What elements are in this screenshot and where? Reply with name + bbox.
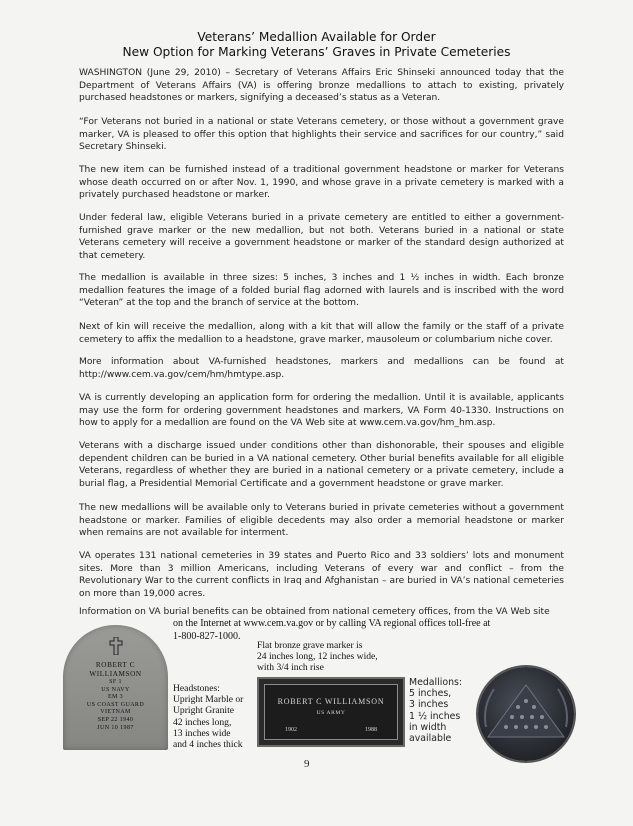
paragraph-4: Under federal law, eligible Veterans buried in a private cemetery are entitled to either a government-furnished grave marker or the new medallion, but not both. Veterans buried in a national or state Veterans cemetery will receive a government headstone or marker of the standard design authorized at that cemetery. [79, 213, 564, 261]
headstone-name-line2: WILLIAMSON [89, 670, 142, 678]
document-title: Veterans’ Medallion Available for Order [197, 30, 436, 44]
paragraph-3: The new item can be furnished instead of a traditional government headstone or marker for Veterans whose death occurred on or after Nov. 1, 1990, and whose grave in a private cemetery is marked with a privately purchased headstone or marker. [79, 165, 564, 201]
medallions-caption-line: in width [409, 721, 447, 733]
paragraph-11: VA operates 131 national cemeteries in 39 states and Puerto Rico and 33 soldiers’ lots and monument sites. More than 3 million Americans, including Veterans of every war and conflict – from the Revolutionary War to the current conflicts in Iraq and Afghanistan – are buried in VA’s national cemeteries on more than 19,000 acres. [79, 551, 564, 599]
headstones-caption-line: 42 inches long, [173, 716, 232, 728]
plaque-death-year: 1988 [365, 727, 377, 733]
closing-line-1: Information on VA burial benefits can be obtained from national cemetery offices, from the VA Web site [79, 607, 550, 617]
medallions-caption-line: 3 inches [409, 699, 449, 711]
plaque-name: ROBERT C WILLIAMSON [277, 697, 385, 706]
paragraph-2: “For Veterans not buried in a national or state Veterans cemetery, or those without a government grave marker, VA is pleased to offer this option that highlights their service and sacrifices for our country,” said Secretary Shinseki. [79, 117, 564, 153]
plaque-branch: US ARMY [316, 710, 346, 716]
medallions-caption [409, 677, 462, 744]
headstone-name-line1: ROBERT C [95, 661, 136, 669]
plaque-birth-year: 1902 [285, 727, 297, 733]
flat-marker-image [257, 677, 405, 747]
headstone-war: VIETNAM [100, 709, 131, 716]
cross-icon [109, 637, 123, 655]
headstone-rank-cg: EM 3 [107, 694, 124, 701]
closing-line-3: 1-800-827-1000. [173, 631, 241, 642]
headstones-caption-line: and 4 inches thick [173, 739, 243, 751]
headstones-caption [173, 683, 243, 750]
folded-flag-icon [478, 667, 574, 761]
medallions-caption-line: available [409, 733, 452, 745]
headstone-branch-cg: US COAST GUARD [86, 701, 145, 708]
flat-marker-caption-line: Flat bronze grave marker is [257, 640, 363, 651]
medallion-image [478, 667, 574, 761]
document-subtitle: New Option for Marking Veterans’ Graves in Private Cemeteries [122, 45, 511, 59]
flat-marker-caption-line: 24 inches long, 12 inches wide, [257, 651, 378, 663]
headstones-caption-line: Upright Marble or [173, 694, 244, 706]
headstone-image [63, 625, 168, 750]
headstone-birth: SEP 22 1940 [97, 716, 134, 723]
closing-line-2: on the Internet at www.cem.va.gov or by calling VA regional offices toll-free at [173, 618, 491, 629]
paragraph-5: The medallion is available in three sizes: 5 inches, 3 inches and 1 ½ inches in width. Each bronze medallion features the image of a folded burial flag adorned with laurels and is inscribed with the word “Veteran” at the top and the branch of service at the bottom. [79, 273, 564, 309]
paragraph-7: More information about VA-furnished headstones, markers and medallions can be found at http://www.cem.va.gov/cem/hm/hmtype.asp. [79, 357, 564, 380]
flat-marker-caption [257, 640, 378, 674]
paragraph-8: VA is currently developing an application form for ordering the medallion. Until it is available, applicants may use the form for ordering government headstones and markers, VA Form 40-1330. Instructions on how to apply for a medallion are found on the VA Web site at www.cem.va.gov/hm_hm.asp. [79, 393, 564, 429]
headstones-caption-line: Upright Granite [173, 705, 235, 717]
medallions-caption-line: 1 ½ inches [409, 710, 461, 722]
headstone-branch-navy: US NAVY [101, 686, 130, 693]
medallions-caption-line: 5 inches, [409, 688, 452, 700]
paragraph-9: Veterans with a discharge issued under conditions other than dishonorable, their spouses and eligible dependent children can be buried in a VA national cemetery. Other burial benefits available for all eligible Veterans, regardless of whether they are buried in a national cemetery or a private cemetery, include a burial flag, a Presidential Memorial Certificate and a government headstone or grave marker. [79, 441, 564, 489]
paragraph-6: Next of kin will receive the medallion, along with a kit that will allow the family or the staff of a private cemetery to affix the medallion to a headstone, grave marker, mausoleum or columbarium niche cover. [79, 322, 564, 345]
headstone-death: JUN 10 1987 [97, 724, 134, 731]
paragraph-10: The new medallions will be available only to Veterans buried in private cemeteries without a government headstone or marker. Families of eligible decedents may also order a memorial headstone or marker when remains are not available for interment. [79, 503, 564, 539]
headstone-rank-navy: SF 1 [109, 679, 122, 685]
paragraph-1: WASHINGTON (June 29, 2010) – Secretary of Veterans Affairs Eric Shinseki announced today that the Department of Veterans Affairs (VA) is offering bronze medallions to attach to existing, privately purchased headstones or markers, signifying a deceased’s status as a Veteran. [79, 68, 564, 104]
headstones-caption-line: 13 inches wide [173, 727, 231, 739]
flat-marker-caption-line: with 3/4 inch rise [257, 662, 324, 674]
medallions-caption-line: Medallions: [409, 677, 463, 688]
page-number: 9 [304, 758, 310, 770]
headstones-caption-line: Headstones: [173, 683, 220, 694]
